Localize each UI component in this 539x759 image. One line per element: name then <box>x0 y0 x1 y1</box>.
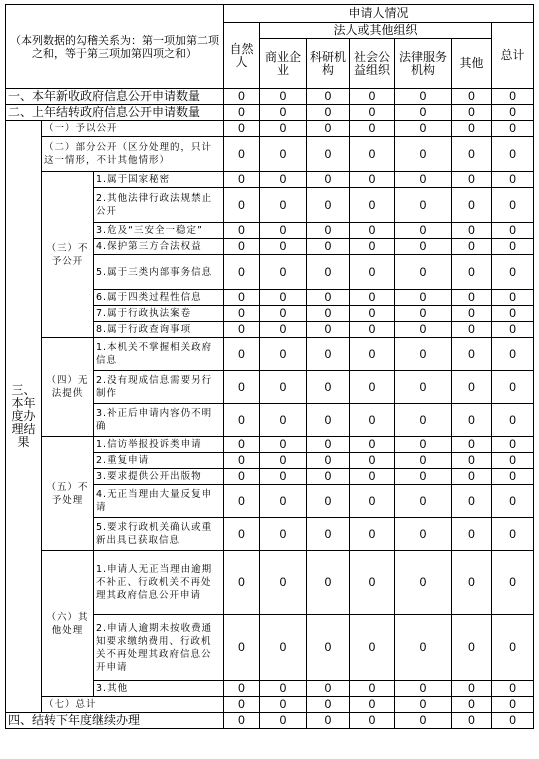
cell: 0 <box>492 239 534 255</box>
cell: 0 <box>492 223 534 239</box>
cell: 0 <box>452 105 492 121</box>
row-label: 1.信访举报投诉类申请 <box>94 437 224 453</box>
cell: 0 <box>492 615 534 681</box>
cell: 0 <box>307 105 350 121</box>
cell: 0 <box>395 485 452 518</box>
cell: 0 <box>452 89 492 105</box>
table-row <box>6 713 534 729</box>
cell: 0 <box>492 518 534 551</box>
cell: 0 <box>260 697 307 713</box>
cell: 0 <box>452 713 492 729</box>
cell: 0 <box>350 404 395 437</box>
cell: 0 <box>224 453 260 469</box>
cell: 0 <box>260 223 307 239</box>
row-label: 6.属于四类过程性信息 <box>94 290 224 306</box>
cell: 0 <box>307 223 350 239</box>
header-commercial: 商业企业 <box>260 39 307 89</box>
cell: 0 <box>350 453 395 469</box>
table-row <box>6 551 534 615</box>
row-label: 3.补正后申请内容仍不明确 <box>94 404 224 437</box>
cell: 0 <box>260 518 307 551</box>
cell: 0 <box>350 306 395 322</box>
table-row <box>6 437 534 453</box>
cell: 0 <box>492 290 534 306</box>
cell: 0 <box>350 615 395 681</box>
cell: 0 <box>350 681 395 697</box>
cell: 0 <box>492 322 534 338</box>
header-research: 科研机构 <box>307 39 350 89</box>
cell: 0 <box>350 137 395 172</box>
cell: 0 <box>260 137 307 172</box>
cell: 0 <box>452 322 492 338</box>
cell: 0 <box>307 453 350 469</box>
cell: 0 <box>350 551 395 615</box>
cell: 0 <box>492 453 534 469</box>
cell: 0 <box>395 453 452 469</box>
cell: 0 <box>260 681 307 697</box>
cell: 0 <box>395 322 452 338</box>
cell: 0 <box>224 371 260 404</box>
cell: 0 <box>492 89 534 105</box>
cell: 0 <box>395 437 452 453</box>
group-6-label: （六）其他处理 <box>42 551 94 697</box>
cell: 0 <box>224 105 260 121</box>
cell: 0 <box>260 105 307 121</box>
cell: 0 <box>307 121 350 137</box>
cell: 0 <box>260 551 307 615</box>
cell: 0 <box>395 188 452 223</box>
cell: 0 <box>492 697 534 713</box>
header-legal-service: 法律服务机构 <box>395 39 452 89</box>
cell: 0 <box>350 697 395 713</box>
row-label: 2.没有现成信息需要另行制作 <box>94 371 224 404</box>
row-label: 二、上年结转政府信息公开申请数量 <box>6 105 224 121</box>
cell: 0 <box>452 518 492 551</box>
cell: 0 <box>260 453 307 469</box>
cell: 0 <box>350 105 395 121</box>
cell: 0 <box>260 290 307 306</box>
cell: 0 <box>492 371 534 404</box>
cell: 0 <box>307 322 350 338</box>
cell: 0 <box>260 188 307 223</box>
row-label: 1.属于国家秘密 <box>94 172 224 188</box>
cell: 0 <box>350 172 395 188</box>
cell: 0 <box>452 437 492 453</box>
cell: 0 <box>452 338 492 371</box>
cell: 0 <box>307 172 350 188</box>
cell: 0 <box>452 137 492 172</box>
row-label: 四、结转下年度继续办理 <box>6 713 224 729</box>
row-label: 2.重复申请 <box>94 453 224 469</box>
cell: 0 <box>492 306 534 322</box>
header-other: 其他 <box>452 39 492 89</box>
row-label: 8.属于行政查询事项 <box>94 322 224 338</box>
cell: 0 <box>492 713 534 729</box>
cell: 0 <box>452 255 492 290</box>
cell: 0 <box>224 469 260 485</box>
cell: 0 <box>260 437 307 453</box>
cell: 0 <box>260 371 307 404</box>
cell: 0 <box>260 713 307 729</box>
cell: 0 <box>224 338 260 371</box>
cell: 0 <box>452 681 492 697</box>
row-label: 1.本机关不掌握相关政府信息 <box>94 338 224 371</box>
cell: 0 <box>224 172 260 188</box>
cell: 0 <box>224 223 260 239</box>
cell: 0 <box>492 137 534 172</box>
group-3-label: （三）不予公开 <box>42 172 94 338</box>
cell: 0 <box>307 371 350 404</box>
row-label: 2.其他法律行政法规禁止公开 <box>94 188 224 223</box>
cell: 0 <box>307 551 350 615</box>
cell: 0 <box>452 615 492 681</box>
cell: 0 <box>395 223 452 239</box>
row-label: 1.申请人无正当理由逾期不补正、行政机关不再处理其政府信息公开申请 <box>94 551 224 615</box>
cell: 0 <box>395 518 452 551</box>
header-total: 总计 <box>492 23 534 89</box>
cell: 0 <box>452 290 492 306</box>
cell: 0 <box>224 121 260 137</box>
cell: 0 <box>492 255 534 290</box>
table-row <box>6 105 534 121</box>
row-label: 3.危及“三安全一稳定” <box>94 223 224 239</box>
cell: 0 <box>224 518 260 551</box>
cell: 0 <box>260 121 307 137</box>
cell: 0 <box>492 188 534 223</box>
cell: 0 <box>395 551 452 615</box>
cell: 0 <box>224 551 260 615</box>
cell: 0 <box>260 89 307 105</box>
cell: 0 <box>224 239 260 255</box>
cell: 0 <box>395 681 452 697</box>
table-row <box>6 89 534 105</box>
row-label: （二）部分公开（区分处理的，只计这一情形，不计其他情形） <box>42 137 224 172</box>
header-note: （本列数据的勾稽关系为：第一项加第二项之和，等于第三项加第四项之和） <box>6 5 224 89</box>
cell: 0 <box>307 713 350 729</box>
cell: 0 <box>260 306 307 322</box>
cell: 0 <box>452 223 492 239</box>
cell: 0 <box>224 137 260 172</box>
cell: 0 <box>452 121 492 137</box>
cell: 0 <box>492 681 534 697</box>
section-3-label: 三、本年度办理结果 <box>6 121 42 713</box>
cell: 0 <box>492 105 534 121</box>
cell: 0 <box>260 338 307 371</box>
cell: 0 <box>492 404 534 437</box>
row-label: 4.无正当理由大量反复申请 <box>94 485 224 518</box>
header-welfare: 社会公益组织 <box>350 39 395 89</box>
cell: 0 <box>492 121 534 137</box>
row-label: 3.其他 <box>94 681 224 697</box>
cell: 0 <box>395 290 452 306</box>
cell: 0 <box>350 239 395 255</box>
cell: 0 <box>307 615 350 681</box>
table-row <box>6 137 534 172</box>
cell: 0 <box>395 615 452 681</box>
cell: 0 <box>395 239 452 255</box>
cell: 0 <box>492 437 534 453</box>
cell: 0 <box>452 469 492 485</box>
cell: 0 <box>307 255 350 290</box>
cell: 0 <box>350 437 395 453</box>
cell: 0 <box>395 469 452 485</box>
cell: 0 <box>452 453 492 469</box>
cell: 0 <box>492 485 534 518</box>
cell: 0 <box>452 371 492 404</box>
cell: 0 <box>350 322 395 338</box>
cell: 0 <box>224 404 260 437</box>
cell: 0 <box>350 469 395 485</box>
cell: 0 <box>224 485 260 518</box>
cell: 0 <box>224 89 260 105</box>
cell: 0 <box>307 306 350 322</box>
row-label: 4.保护第三方合法权益 <box>94 239 224 255</box>
cell: 0 <box>224 306 260 322</box>
cell: 0 <box>350 485 395 518</box>
row-label: 一、本年新收政府信息公开申请数量 <box>6 89 224 105</box>
cell: 0 <box>395 172 452 188</box>
cell: 0 <box>260 485 307 518</box>
gov-info-disclosure-table <box>5 4 534 729</box>
cell: 0 <box>260 469 307 485</box>
cell: 0 <box>452 188 492 223</box>
cell: 0 <box>395 371 452 404</box>
cell: 0 <box>260 404 307 437</box>
cell: 0 <box>307 485 350 518</box>
cell: 0 <box>307 697 350 713</box>
cell: 0 <box>224 322 260 338</box>
cell: 0 <box>395 255 452 290</box>
cell: 0 <box>492 469 534 485</box>
cell: 0 <box>395 137 452 172</box>
group-5-label: （五）不予处理 <box>42 437 94 551</box>
cell: 0 <box>307 518 350 551</box>
cell: 0 <box>307 137 350 172</box>
row-label: （一）予以公开 <box>42 121 224 137</box>
cell: 0 <box>452 697 492 713</box>
cell: 0 <box>350 188 395 223</box>
table-row <box>6 172 534 188</box>
cell: 0 <box>395 338 452 371</box>
cell: 0 <box>307 89 350 105</box>
cell: 0 <box>260 322 307 338</box>
cell: 0 <box>224 255 260 290</box>
cell: 0 <box>307 681 350 697</box>
cell: 0 <box>260 255 307 290</box>
cell: 0 <box>452 404 492 437</box>
cell: 0 <box>492 338 534 371</box>
cell: 0 <box>395 105 452 121</box>
cell: 0 <box>260 172 307 188</box>
header-applicant: 申请人情况 <box>224 5 534 23</box>
cell: 0 <box>452 551 492 615</box>
cell: 0 <box>307 338 350 371</box>
row-label: 5.要求行政机关确认或重新出具已获取信息 <box>94 518 224 551</box>
cell: 0 <box>224 437 260 453</box>
cell: 0 <box>350 255 395 290</box>
table-row <box>6 338 534 371</box>
cell: 0 <box>350 223 395 239</box>
table-row <box>6 121 534 137</box>
cell: 0 <box>307 290 350 306</box>
cell: 0 <box>395 121 452 137</box>
row-label: 5.属于三类内部事务信息 <box>94 255 224 290</box>
cell: 0 <box>224 615 260 681</box>
cell: 0 <box>350 713 395 729</box>
cell: 0 <box>452 239 492 255</box>
header-natural: 自然人 <box>224 23 260 89</box>
cell: 0 <box>307 188 350 223</box>
cell: 0 <box>224 713 260 729</box>
cell: 0 <box>350 371 395 404</box>
header-legal-group: 法人或其他组织 <box>260 23 492 39</box>
cell: 0 <box>224 290 260 306</box>
cell: 0 <box>307 437 350 453</box>
cell: 0 <box>350 121 395 137</box>
row-label: （七）总计 <box>42 697 224 713</box>
table-row <box>6 697 534 713</box>
cell: 0 <box>260 239 307 255</box>
cell: 0 <box>224 697 260 713</box>
cell: 0 <box>307 239 350 255</box>
cell: 0 <box>452 485 492 518</box>
cell: 0 <box>395 697 452 713</box>
group-4-label: （四）无法提供 <box>42 338 94 437</box>
cell: 0 <box>224 188 260 223</box>
cell: 0 <box>307 404 350 437</box>
cell: 0 <box>350 290 395 306</box>
cell: 0 <box>492 551 534 615</box>
cell: 0 <box>350 89 395 105</box>
cell: 0 <box>452 306 492 322</box>
cell: 0 <box>395 404 452 437</box>
row-label: 7.属于行政执法案卷 <box>94 306 224 322</box>
cell: 0 <box>492 172 534 188</box>
cell: 0 <box>260 615 307 681</box>
cell: 0 <box>224 681 260 697</box>
cell: 0 <box>452 172 492 188</box>
cell: 0 <box>395 306 452 322</box>
cell: 0 <box>395 713 452 729</box>
cell: 0 <box>307 469 350 485</box>
cell: 0 <box>350 338 395 371</box>
cell: 0 <box>395 89 452 105</box>
row-label: 3.要求提供公开出版物 <box>94 469 224 485</box>
row-label: 2.申请人逾期未按收费通知要求缴纳费用、行政机关不再处理其政府信息公开申请 <box>94 615 224 681</box>
cell: 0 <box>350 518 395 551</box>
